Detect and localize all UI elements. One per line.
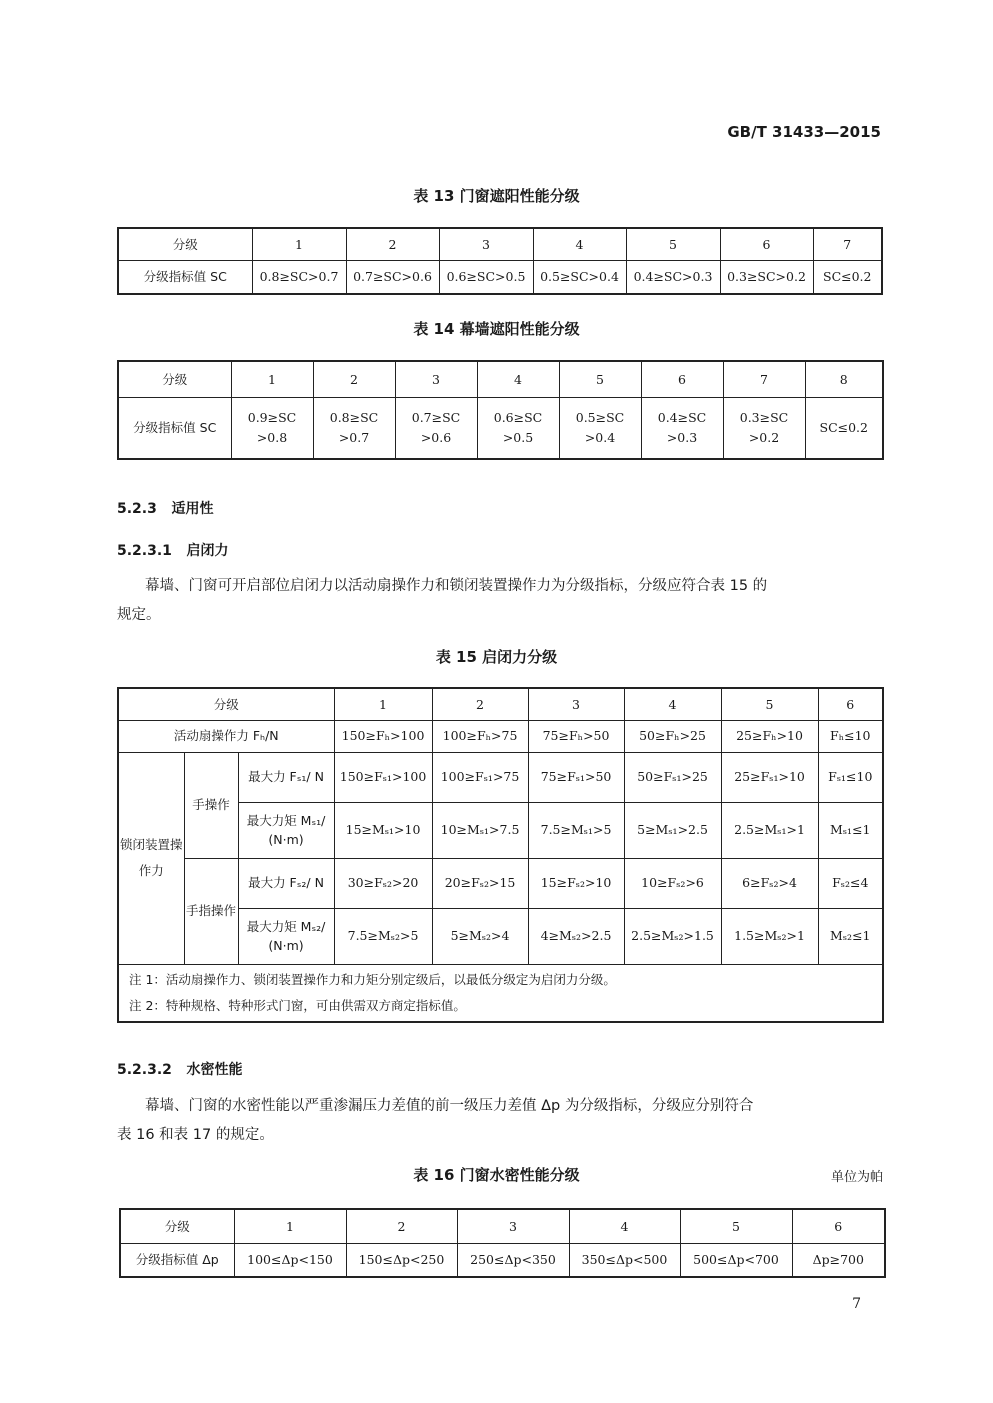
table13-value: 0.8≥SC>0.7 <box>252 260 346 294</box>
table15-notes-row <box>118 964 883 1022</box>
table15-header-label: 分级 <box>118 688 334 720</box>
table15-value: 15≥Mₛ₁>10 <box>334 802 432 858</box>
table15-notes <box>118 964 883 1022</box>
table13-value: 0.6≥SC>0.5 <box>439 260 533 294</box>
table14-value-line: 0.7≥SC <box>411 410 461 426</box>
table15-hand-force-row <box>118 752 883 802</box>
table15-value: 2.5≥Mₛ₁>1 <box>721 802 818 858</box>
table13-header-label: 分级 <box>118 228 252 260</box>
table16-value: 350≤Δp<500 <box>569 1243 680 1277</box>
table15-value: 15≥Fₛ₂>10 <box>528 858 624 908</box>
table14-value <box>723 397 805 459</box>
table16-grade: 3 <box>457 1209 569 1243</box>
table16-unit: 单位为帕 <box>830 1170 883 1185</box>
table15-value: 50≥Fₕ>25 <box>624 720 721 752</box>
table15-value: 6≥Fₛ₂>4 <box>721 858 818 908</box>
table13-value: 0.5≥SC>0.4 <box>533 260 626 294</box>
table14-value-line: 0.3≥SC <box>739 410 789 426</box>
table14-value-line: 0.5≥SC <box>575 410 625 426</box>
table14-grade: 6 <box>641 361 723 397</box>
section-5-2-3-2-heading <box>117 1059 243 1079</box>
section-number: 5.2.3.2 <box>117 1062 172 1078</box>
table16-value-row <box>120 1243 885 1277</box>
table16-grade: 1 <box>234 1209 346 1243</box>
table14-value-line: 0.8≥SC <box>329 410 379 426</box>
table15-value: Fₕ≤10 <box>818 720 883 752</box>
table15-hand-force-label: 最大力 Fₛ₁/ N <box>238 752 334 802</box>
table15-grade: 6 <box>818 688 883 720</box>
table15-value: 50≥Fₛ₁>25 <box>624 752 721 802</box>
table13-value: 0.3≥SC>0.2 <box>720 260 813 294</box>
table15-value: 2.5≥Mₛ₂>1.5 <box>624 908 721 964</box>
table15-grade: 4 <box>624 688 721 720</box>
table15-value: 4≥Mₛ₂>2.5 <box>528 908 624 964</box>
table14-value-line: 0.6≥SC <box>493 410 543 426</box>
table15-value: Fₛ₁≤10 <box>818 752 883 802</box>
table14-grade: 7 <box>723 361 805 397</box>
table14-value <box>559 397 641 459</box>
section-5-2-3-2-paragraph-line2: 表 16 和表 17 的规定。 <box>117 1127 274 1143</box>
table13-grade: 1 <box>252 228 346 260</box>
section-number: 5.2.3 <box>117 501 157 517</box>
table15-finger-label: 手指操作 <box>184 858 238 964</box>
table14-value-line: >0.7 <box>338 429 370 445</box>
table15-value: 10≥Fₛ₂>6 <box>624 858 721 908</box>
table15 <box>117 687 884 1023</box>
table13-value: 0.4≥SC>0.3 <box>626 260 720 294</box>
table14-grade: 3 <box>395 361 477 397</box>
section-number: 5.2.3.1 <box>117 543 172 559</box>
table15-finger-torque-label: 最大力矩 Mₛ₂/ (N·m) <box>238 908 334 964</box>
table16-value: 500≤Δp<700 <box>680 1243 792 1277</box>
table14-value-line: >0.3 <box>666 429 698 445</box>
section-title: 启闭力 <box>186 543 229 559</box>
table15-value: 30≥Fₛ₂>20 <box>334 858 432 908</box>
table14-value-line: 0.4≥SC <box>657 410 707 426</box>
table14-value <box>477 397 559 459</box>
table15-value: 20≥Fₛ₂>15 <box>432 858 528 908</box>
table13-grade: 3 <box>439 228 533 260</box>
table13-header-row <box>118 228 882 260</box>
table15-grade: 5 <box>721 688 818 720</box>
table14-value <box>231 397 313 459</box>
table14-value <box>641 397 723 459</box>
table15-value: Mₛ₁≤1 <box>818 802 883 858</box>
table14-row-label: 分级指标值 SC <box>118 397 231 459</box>
table13-value: SC≤0.2 <box>813 260 882 294</box>
section-5-2-3-heading <box>117 498 214 518</box>
table15-value: 75≥Fₛ₁>50 <box>528 752 624 802</box>
table14-value <box>313 397 395 459</box>
table14-grade: 5 <box>559 361 641 397</box>
table14-caption: 表 14 幕墙遮阳性能分级 <box>413 320 580 338</box>
table16-value: 100≤Δp<150 <box>234 1243 346 1277</box>
table14 <box>117 360 884 460</box>
table16-grade: 5 <box>680 1209 792 1243</box>
table15-grade: 3 <box>528 688 624 720</box>
table14-value-row <box>118 397 883 459</box>
standard-number: GB/T 31433—2015 <box>727 123 881 141</box>
table15-lock-label: 锁闭装置操作力 <box>118 752 184 964</box>
table16-value: Δp≥700 <box>792 1243 885 1277</box>
table15-sash-label: 活动扇操作力 Fₕ/N <box>118 720 334 752</box>
table16-caption: 表 16 门窗水密性能分级 <box>413 1166 580 1184</box>
page-number: 7 <box>852 1296 861 1312</box>
table15-note: 注 1：活动扇操作力、锁闭装置操作力和力矩分别定级后，以最低分级定为启闭力分级。 <box>129 971 616 987</box>
table13-value: 0.7≥SC>0.6 <box>346 260 439 294</box>
table13-grade: 2 <box>346 228 439 260</box>
table14-grade: 2 <box>313 361 395 397</box>
table15-value: 150≥Fₕ>100 <box>334 720 432 752</box>
table16 <box>119 1208 886 1278</box>
table15-finger-force-row <box>118 858 883 908</box>
table15-value: 7.5≥Mₛ₂>5 <box>334 908 432 964</box>
table15-value: Fₛ₂≤4 <box>818 858 883 908</box>
section-5-2-3-1-paragraph-line2: 规定。 <box>117 607 161 623</box>
table15-value: 25≥Fₕ>10 <box>721 720 818 752</box>
table16-row-label: 分级指标值 Δp <box>120 1243 234 1277</box>
table14-value-line: >0.2 <box>748 429 780 445</box>
table13-value-row <box>118 260 882 294</box>
table14-value <box>395 397 477 459</box>
table14-grade: 1 <box>231 361 313 397</box>
section-5-2-3-2-paragraph-line1: 幕墙、门窗的水密性能以严重渗漏压力差值的前一级压力差值 Δp 为分级指标，分级应分别符合 <box>145 1098 754 1114</box>
table16-value: 150≤Δp<250 <box>346 1243 457 1277</box>
table14-value-line: >0.6 <box>420 429 452 445</box>
table15-value: 5≥Mₛ₂>4 <box>432 908 528 964</box>
table15-hand-label: 手操作 <box>184 752 238 858</box>
table15-caption: 表 15 启闭力分级 <box>435 648 558 666</box>
table15-value: 100≥Fₕ>75 <box>432 720 528 752</box>
table13-grade: 6 <box>720 228 813 260</box>
section-5-2-3-1-paragraph-line1: 幕墙、门窗可开启部位启闭力以活动扇操作力和锁闭装置操作力为分级指标，分级应符合表 15 的 <box>145 578 768 594</box>
table15-hand-torque-label: 最大力矩 Mₛ₁/ (N·m) <box>238 802 334 858</box>
table15-value: Mₛ₂≤1 <box>818 908 883 964</box>
table13 <box>117 227 883 295</box>
table16-grade: 4 <box>569 1209 680 1243</box>
table14-grade: 8 <box>805 361 883 397</box>
table14-value-line: 0.9≥SC <box>247 410 297 426</box>
table14-grade: 4 <box>477 361 559 397</box>
table15-header-row <box>118 688 883 720</box>
table16-value: 250≤Δp<350 <box>457 1243 569 1277</box>
table13-grade: 4 <box>533 228 626 260</box>
table13-row-label: 分级指标值 SC <box>118 260 252 294</box>
table13-caption: 表 13 门窗遮阳性能分级 <box>413 187 580 205</box>
table15-sash-row <box>118 720 883 752</box>
section-title: 水密性能 <box>186 1062 243 1078</box>
table15-grade: 1 <box>334 688 432 720</box>
table15-value: 100≥Fₛ₁>75 <box>432 752 528 802</box>
table13-grade: 7 <box>813 228 882 260</box>
table14-value-line: >0.8 <box>256 429 288 445</box>
table15-value: 150≥Fₛ₁>100 <box>334 752 432 802</box>
table15-value: 1.5≥Mₛ₂>1 <box>721 908 818 964</box>
table14-header-row <box>118 361 883 397</box>
table14-value-line: >0.5 <box>502 429 534 445</box>
table15-value: 75≥Fₕ>50 <box>528 720 624 752</box>
table14-value: SC≤0.2 <box>805 397 883 459</box>
table15-value: 5≥Mₛ₁>2.5 <box>624 802 721 858</box>
table16-header-label: 分级 <box>120 1209 234 1243</box>
table15-grade: 2 <box>432 688 528 720</box>
table16-grade: 2 <box>346 1209 457 1243</box>
table15-value: 7.5≥Mₛ₁>5 <box>528 802 624 858</box>
table15-value: 10≥Mₛ₁>7.5 <box>432 802 528 858</box>
table15-value: 25≥Fₛ₁>10 <box>721 752 818 802</box>
table16-grade: 6 <box>792 1209 885 1243</box>
section-title: 适用性 <box>171 501 214 517</box>
table13-grade: 5 <box>626 228 720 260</box>
table14-header-label: 分级 <box>118 361 231 397</box>
table14-value-line: >0.4 <box>584 429 616 445</box>
table16-header-row <box>120 1209 885 1243</box>
table15-finger-force-label: 最大力 Fₛ₂/ N <box>238 858 334 908</box>
section-5-2-3-1-heading <box>117 540 229 560</box>
table15-note: 注 2：特种规格、特种形式门窗，可由供需双方商定指标值。 <box>129 997 466 1013</box>
